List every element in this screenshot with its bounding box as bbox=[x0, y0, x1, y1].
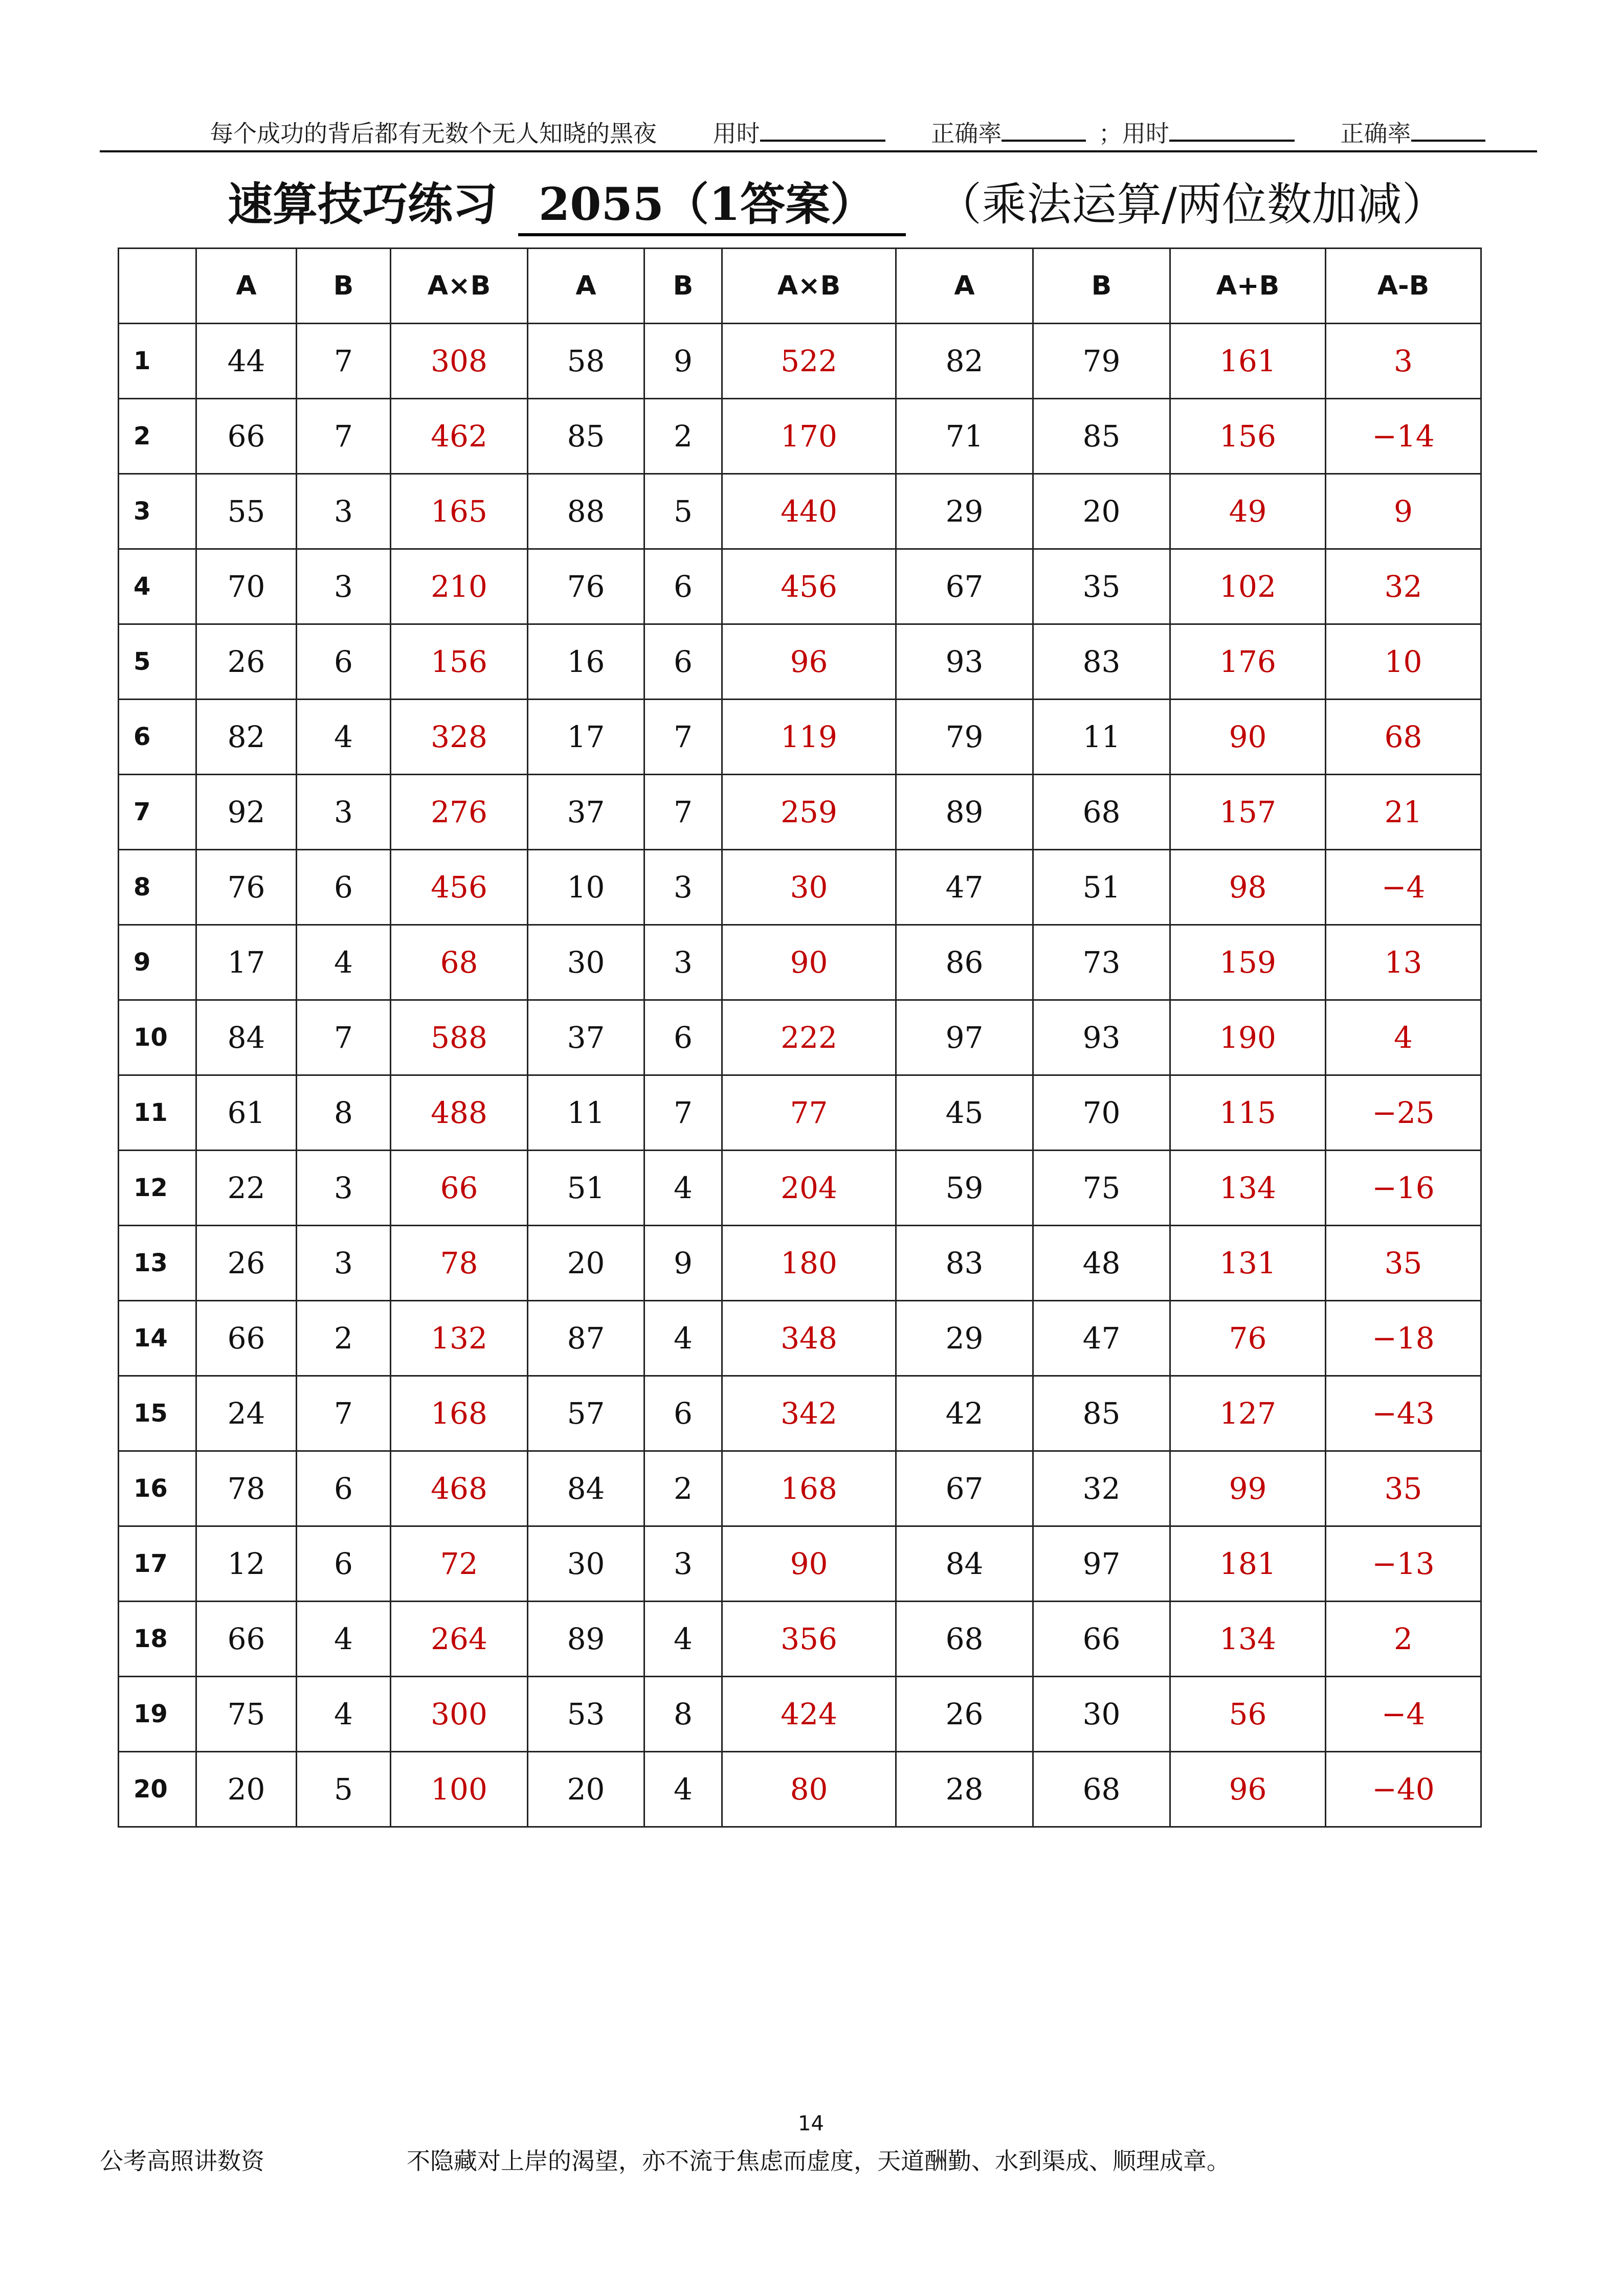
cell-row-index: 18 bbox=[119, 1602, 196, 1677]
table-row bbox=[119, 1151, 1481, 1226]
cell-b-3: 66 bbox=[1033, 1602, 1170, 1677]
cell-product-2: 119 bbox=[722, 700, 896, 775]
cell-product-2: 522 bbox=[722, 324, 896, 399]
cell-sum: 127 bbox=[1170, 1376, 1326, 1451]
cell-b-1: 7 bbox=[297, 1376, 391, 1451]
answer-table bbox=[118, 247, 1482, 1828]
cell-a-2: 10 bbox=[528, 850, 644, 925]
cell-product-1: 300 bbox=[391, 1677, 528, 1752]
cell-b-3: 93 bbox=[1033, 1000, 1170, 1075]
cell-difference: 35 bbox=[1326, 1451, 1481, 1526]
header-a-3: A bbox=[896, 249, 1033, 324]
cell-product-2: 348 bbox=[722, 1301, 896, 1376]
table-row bbox=[119, 775, 1481, 850]
cell-sum: 76 bbox=[1170, 1301, 1326, 1376]
table-row bbox=[119, 324, 1481, 399]
cell-sum: 157 bbox=[1170, 775, 1326, 850]
header-motto: 每个成功的背后都有无数个无人知晓的黑夜 bbox=[210, 120, 657, 147]
cell-product-1: 462 bbox=[391, 399, 528, 474]
cell-b-1: 4 bbox=[297, 700, 391, 775]
cell-a-1: 70 bbox=[196, 549, 297, 624]
cell-b-1: 4 bbox=[297, 1677, 391, 1752]
cell-b-3: 51 bbox=[1033, 850, 1170, 925]
cell-a-1: 24 bbox=[196, 1376, 297, 1451]
cell-b-1: 3 bbox=[297, 775, 391, 850]
cell-a-3: 86 bbox=[896, 925, 1033, 1000]
cell-row-index: 14 bbox=[119, 1301, 196, 1376]
cell-product-2: 356 bbox=[722, 1602, 896, 1677]
accuracy-label-1: 正确率 bbox=[931, 120, 1002, 147]
cell-a-3: 83 bbox=[896, 1226, 1033, 1301]
footer-right: 不隐藏对上岸的渴望，亦不流于焦虑而虚度，天道酬勤、水到渠成、顺理成章。 bbox=[407, 2147, 1230, 2175]
cell-a-1: 84 bbox=[196, 1000, 297, 1075]
cell-a-2: 76 bbox=[528, 549, 644, 624]
cell-row-index: 20 bbox=[119, 1752, 196, 1827]
accuracy-blank-1[interactable] bbox=[1002, 117, 1086, 142]
cell-row-index: 19 bbox=[119, 1677, 196, 1752]
cell-a-1: 61 bbox=[196, 1075, 297, 1151]
cell-a-1: 82 bbox=[196, 700, 297, 775]
cell-a-2: 20 bbox=[528, 1752, 644, 1827]
cell-a-3: 45 bbox=[896, 1075, 1033, 1151]
cell-a-1: 26 bbox=[196, 1226, 297, 1301]
header-b-3: B bbox=[1033, 249, 1170, 324]
cell-product-1: 468 bbox=[391, 1451, 528, 1526]
cell-product-1: 210 bbox=[391, 549, 528, 624]
cell-a-3: 93 bbox=[896, 624, 1033, 700]
cell-product-2: 170 bbox=[722, 399, 896, 474]
cell-b-3: 83 bbox=[1033, 624, 1170, 700]
cell-b-2: 7 bbox=[644, 1075, 722, 1151]
cell-a-2: 37 bbox=[528, 1000, 644, 1075]
cell-sum: 115 bbox=[1170, 1075, 1326, 1151]
table-header-row bbox=[119, 249, 1481, 324]
cell-a-3: 97 bbox=[896, 1000, 1033, 1075]
cell-b-1: 7 bbox=[297, 1000, 391, 1075]
cell-row-index: 5 bbox=[119, 624, 196, 700]
cell-sum: 156 bbox=[1170, 399, 1326, 474]
cell-a-2: 16 bbox=[528, 624, 644, 700]
cell-a-3: 42 bbox=[896, 1376, 1033, 1451]
cell-a-2: 89 bbox=[528, 1602, 644, 1677]
cell-b-2: 6 bbox=[644, 549, 722, 624]
cell-b-2: 4 bbox=[644, 1602, 722, 1677]
cell-b-2: 5 bbox=[644, 474, 722, 549]
cell-product-1: 308 bbox=[391, 324, 528, 399]
cell-product-1: 72 bbox=[391, 1526, 528, 1602]
cell-difference: 9 bbox=[1326, 474, 1481, 549]
table-row bbox=[119, 474, 1481, 549]
time-blank-1[interactable] bbox=[760, 117, 885, 142]
cell-b-1: 8 bbox=[297, 1075, 391, 1151]
table-row bbox=[119, 399, 1481, 474]
header-b-1: B bbox=[297, 249, 391, 324]
cell-b-1: 4 bbox=[297, 925, 391, 1000]
cell-a-3: 29 bbox=[896, 1301, 1033, 1376]
cell-a-3: 67 bbox=[896, 549, 1033, 624]
cell-sum: 56 bbox=[1170, 1677, 1326, 1752]
header-rule bbox=[100, 150, 1537, 152]
cell-a-3: 28 bbox=[896, 1752, 1033, 1827]
cell-a-2: 87 bbox=[528, 1301, 644, 1376]
cell-sum: 134 bbox=[1170, 1602, 1326, 1677]
cell-b-1: 3 bbox=[297, 1151, 391, 1226]
header-difference: A-B bbox=[1326, 249, 1481, 324]
cell-product-1: 132 bbox=[391, 1301, 528, 1376]
cell-product-2: 168 bbox=[722, 1451, 896, 1526]
cell-a-2: 51 bbox=[528, 1151, 644, 1226]
cell-a-3: 79 bbox=[896, 700, 1033, 775]
cell-b-1: 7 bbox=[297, 399, 391, 474]
header-separator: ； bbox=[1098, 120, 1122, 147]
page-title bbox=[228, 169, 1447, 236]
cell-product-1: 264 bbox=[391, 1602, 528, 1677]
cell-sum: 159 bbox=[1170, 925, 1326, 1000]
cell-difference: −4 bbox=[1326, 1677, 1481, 1752]
cell-sum: 90 bbox=[1170, 700, 1326, 775]
cell-b-3: 48 bbox=[1033, 1226, 1170, 1301]
cell-row-index: 12 bbox=[119, 1151, 196, 1226]
cell-a-2: 30 bbox=[528, 1526, 644, 1602]
cell-product-2: 342 bbox=[722, 1376, 896, 1451]
cell-b-2: 4 bbox=[644, 1151, 722, 1226]
cell-product-1: 156 bbox=[391, 624, 528, 700]
cell-b-3: 32 bbox=[1033, 1451, 1170, 1526]
table-row bbox=[119, 1752, 1481, 1827]
cell-product-2: 259 bbox=[722, 775, 896, 850]
cell-difference: 4 bbox=[1326, 1000, 1481, 1075]
cell-product-2: 204 bbox=[722, 1151, 896, 1226]
cell-b-1: 7 bbox=[297, 324, 391, 399]
cell-a-3: 82 bbox=[896, 324, 1033, 399]
cell-difference: 21 bbox=[1326, 775, 1481, 850]
cell-row-index: 16 bbox=[119, 1451, 196, 1526]
cell-product-2: 180 bbox=[722, 1226, 896, 1301]
table-body bbox=[119, 324, 1481, 1827]
cell-b-3: 75 bbox=[1033, 1151, 1170, 1226]
header-product-1: A×B bbox=[391, 249, 528, 324]
table-row bbox=[119, 1451, 1481, 1526]
cell-product-1: 78 bbox=[391, 1226, 528, 1301]
cell-product-1: 68 bbox=[391, 925, 528, 1000]
accuracy-label-2: 正确率 bbox=[1340, 120, 1411, 147]
cell-difference: 10 bbox=[1326, 624, 1481, 700]
cell-sum: 98 bbox=[1170, 850, 1326, 925]
cell-a-1: 12 bbox=[196, 1526, 297, 1602]
cell-a-3: 67 bbox=[896, 1451, 1033, 1526]
cell-product-2: 77 bbox=[722, 1075, 896, 1151]
cell-a-1: 26 bbox=[196, 624, 297, 700]
cell-sum: 190 bbox=[1170, 1000, 1326, 1075]
table-row bbox=[119, 1376, 1481, 1451]
cell-difference: −43 bbox=[1326, 1376, 1481, 1451]
cell-difference: −13 bbox=[1326, 1526, 1481, 1602]
cell-b-3: 70 bbox=[1033, 1075, 1170, 1151]
time-blank-2[interactable] bbox=[1169, 117, 1295, 142]
cell-sum: 49 bbox=[1170, 474, 1326, 549]
cell-sum: 181 bbox=[1170, 1526, 1326, 1602]
cell-difference: −40 bbox=[1326, 1752, 1481, 1827]
accuracy-blank-2[interactable] bbox=[1411, 117, 1485, 142]
cell-b-1: 4 bbox=[297, 1602, 391, 1677]
table-row bbox=[119, 549, 1481, 624]
cell-a-3: 68 bbox=[896, 1602, 1033, 1677]
cell-a-2: 88 bbox=[528, 474, 644, 549]
cell-a-2: 30 bbox=[528, 925, 644, 1000]
time-label-1: 用时 bbox=[713, 120, 760, 147]
cell-a-1: 66 bbox=[196, 1602, 297, 1677]
cell-b-3: 68 bbox=[1033, 775, 1170, 850]
header-a-2: A bbox=[528, 249, 644, 324]
cell-difference: 35 bbox=[1326, 1226, 1481, 1301]
table-row bbox=[119, 1526, 1481, 1602]
cell-a-2: 58 bbox=[528, 324, 644, 399]
table-row bbox=[119, 1602, 1481, 1677]
cell-b-2: 2 bbox=[644, 1451, 722, 1526]
cell-difference: −18 bbox=[1326, 1301, 1481, 1376]
cell-a-3: 59 bbox=[896, 1151, 1033, 1226]
cell-b-3: 97 bbox=[1033, 1526, 1170, 1602]
cell-product-1: 588 bbox=[391, 1000, 528, 1075]
cell-b-1: 3 bbox=[297, 1226, 391, 1301]
header-a-1: A bbox=[196, 249, 297, 324]
cell-row-index: 9 bbox=[119, 925, 196, 1000]
cell-a-2: 11 bbox=[528, 1075, 644, 1151]
table-row bbox=[119, 1301, 1481, 1376]
cell-difference: −4 bbox=[1326, 850, 1481, 925]
cell-a-2: 20 bbox=[528, 1226, 644, 1301]
cell-difference: 2 bbox=[1326, 1602, 1481, 1677]
cell-b-2: 3 bbox=[644, 1526, 722, 1602]
cell-b-1: 5 bbox=[297, 1752, 391, 1827]
cell-a-2: 53 bbox=[528, 1677, 644, 1752]
header-product-2: A×B bbox=[722, 249, 896, 324]
cell-a-1: 20 bbox=[196, 1752, 297, 1827]
cell-difference: 3 bbox=[1326, 324, 1481, 399]
cell-a-1: 66 bbox=[196, 399, 297, 474]
cell-row-index: 13 bbox=[119, 1226, 196, 1301]
cell-b-2: 3 bbox=[644, 850, 722, 925]
cell-b-3: 79 bbox=[1033, 324, 1170, 399]
cell-row-index: 6 bbox=[119, 700, 196, 775]
cell-a-1: 55 bbox=[196, 474, 297, 549]
cell-a-2: 17 bbox=[528, 700, 644, 775]
cell-row-index: 8 bbox=[119, 850, 196, 925]
cell-difference: 13 bbox=[1326, 925, 1481, 1000]
cell-product-1: 456 bbox=[391, 850, 528, 925]
cell-product-1: 488 bbox=[391, 1075, 528, 1151]
title-code: 2055（1答案） bbox=[518, 169, 906, 236]
cell-difference: 32 bbox=[1326, 549, 1481, 624]
cell-product-2: 30 bbox=[722, 850, 896, 925]
table-row bbox=[119, 700, 1481, 775]
cell-row-index: 2 bbox=[119, 399, 196, 474]
cell-b-1: 6 bbox=[297, 850, 391, 925]
cell-product-2: 424 bbox=[722, 1677, 896, 1752]
cell-a-1: 17 bbox=[196, 925, 297, 1000]
cell-difference: −14 bbox=[1326, 399, 1481, 474]
cell-a-1: 44 bbox=[196, 324, 297, 399]
time-label-2: 用时 bbox=[1122, 120, 1169, 147]
cell-b-1: 6 bbox=[297, 624, 391, 700]
cell-a-1: 22 bbox=[196, 1151, 297, 1226]
cell-row-index: 10 bbox=[119, 1000, 196, 1075]
cell-sum: 161 bbox=[1170, 324, 1326, 399]
cell-a-3: 26 bbox=[896, 1677, 1033, 1752]
cell-a-1: 76 bbox=[196, 850, 297, 925]
table-row bbox=[119, 1075, 1481, 1151]
cell-b-2: 6 bbox=[644, 1000, 722, 1075]
footer-left: 公考高照讲数资 bbox=[100, 2147, 264, 2175]
cell-product-1: 168 bbox=[391, 1376, 528, 1451]
cell-b-3: 35 bbox=[1033, 549, 1170, 624]
cell-a-2: 85 bbox=[528, 399, 644, 474]
cell-b-2: 6 bbox=[644, 1376, 722, 1451]
table-row bbox=[119, 850, 1481, 925]
cell-product-2: 96 bbox=[722, 624, 896, 700]
cell-b-3: 85 bbox=[1033, 399, 1170, 474]
cell-b-1: 2 bbox=[297, 1301, 391, 1376]
table-row bbox=[119, 1226, 1481, 1301]
cell-b-1: 6 bbox=[297, 1526, 391, 1602]
cell-row-index: 4 bbox=[119, 549, 196, 624]
cell-b-1: 3 bbox=[297, 474, 391, 549]
header-line bbox=[100, 115, 1534, 149]
cell-product-2: 80 bbox=[722, 1752, 896, 1827]
table-row bbox=[119, 624, 1481, 700]
cell-a-1: 78 bbox=[196, 1451, 297, 1526]
cell-product-2: 222 bbox=[722, 1000, 896, 1075]
cell-product-1: 328 bbox=[391, 700, 528, 775]
cell-b-2: 7 bbox=[644, 700, 722, 775]
cell-b-2: 3 bbox=[644, 925, 722, 1000]
cell-b-2: 6 bbox=[644, 624, 722, 700]
cell-sum: 176 bbox=[1170, 624, 1326, 700]
cell-row-index: 17 bbox=[119, 1526, 196, 1602]
cell-b-3: 20 bbox=[1033, 474, 1170, 549]
header-index bbox=[119, 249, 196, 324]
cell-b-2: 4 bbox=[644, 1301, 722, 1376]
header-sum: A+B bbox=[1170, 249, 1326, 324]
cell-b-2: 4 bbox=[644, 1752, 722, 1827]
cell-b-2: 2 bbox=[644, 399, 722, 474]
cell-product-2: 90 bbox=[722, 925, 896, 1000]
cell-a-2: 84 bbox=[528, 1451, 644, 1526]
cell-row-index: 3 bbox=[119, 474, 196, 549]
title-main: 速算技巧练习 bbox=[228, 177, 498, 231]
cell-b-1: 3 bbox=[297, 549, 391, 624]
title-subtitle: （乘法运算/两位数加减） bbox=[937, 178, 1447, 231]
cell-b-3: 11 bbox=[1033, 700, 1170, 775]
cell-a-1: 75 bbox=[196, 1677, 297, 1752]
cell-b-3: 85 bbox=[1033, 1376, 1170, 1451]
cell-b-3: 47 bbox=[1033, 1301, 1170, 1376]
cell-a-3: 84 bbox=[896, 1526, 1033, 1602]
cell-product-2: 440 bbox=[722, 474, 896, 549]
table-row bbox=[119, 925, 1481, 1000]
cell-product-2: 90 bbox=[722, 1526, 896, 1602]
table-row bbox=[119, 1000, 1481, 1075]
table-row bbox=[119, 1677, 1481, 1752]
cell-product-1: 165 bbox=[391, 474, 528, 549]
cell-a-3: 71 bbox=[896, 399, 1033, 474]
cell-b-1: 6 bbox=[297, 1451, 391, 1526]
cell-a-3: 29 bbox=[896, 474, 1033, 549]
cell-row-index: 11 bbox=[119, 1075, 196, 1151]
cell-difference: 68 bbox=[1326, 700, 1481, 775]
cell-sum: 102 bbox=[1170, 549, 1326, 624]
cell-product-1: 66 bbox=[391, 1151, 528, 1226]
cell-sum: 99 bbox=[1170, 1451, 1326, 1526]
cell-b-2: 8 bbox=[644, 1677, 722, 1752]
cell-row-index: 15 bbox=[119, 1376, 196, 1451]
cell-b-2: 9 bbox=[644, 1226, 722, 1301]
cell-sum: 134 bbox=[1170, 1151, 1326, 1226]
cell-product-1: 100 bbox=[391, 1752, 528, 1827]
cell-difference: −25 bbox=[1326, 1075, 1481, 1151]
cell-a-2: 57 bbox=[528, 1376, 644, 1451]
cell-product-1: 276 bbox=[391, 775, 528, 850]
cell-b-3: 30 bbox=[1033, 1677, 1170, 1752]
cell-difference: −16 bbox=[1326, 1151, 1481, 1226]
cell-b-3: 68 bbox=[1033, 1752, 1170, 1827]
cell-a-2: 37 bbox=[528, 775, 644, 850]
cell-a-1: 66 bbox=[196, 1301, 297, 1376]
cell-row-index: 7 bbox=[119, 775, 196, 850]
cell-a-3: 47 bbox=[896, 850, 1033, 925]
cell-a-1: 92 bbox=[196, 775, 297, 850]
cell-a-3: 89 bbox=[896, 775, 1033, 850]
cell-product-2: 456 bbox=[722, 549, 896, 624]
cell-row-index: 1 bbox=[119, 324, 196, 399]
cell-b-2: 9 bbox=[644, 324, 722, 399]
cell-b-3: 73 bbox=[1033, 925, 1170, 1000]
cell-b-2: 7 bbox=[644, 775, 722, 850]
cell-sum: 96 bbox=[1170, 1752, 1326, 1827]
page-number: 14 bbox=[798, 2112, 824, 2135]
header-b-2: B bbox=[644, 249, 722, 324]
cell-sum: 131 bbox=[1170, 1226, 1326, 1301]
